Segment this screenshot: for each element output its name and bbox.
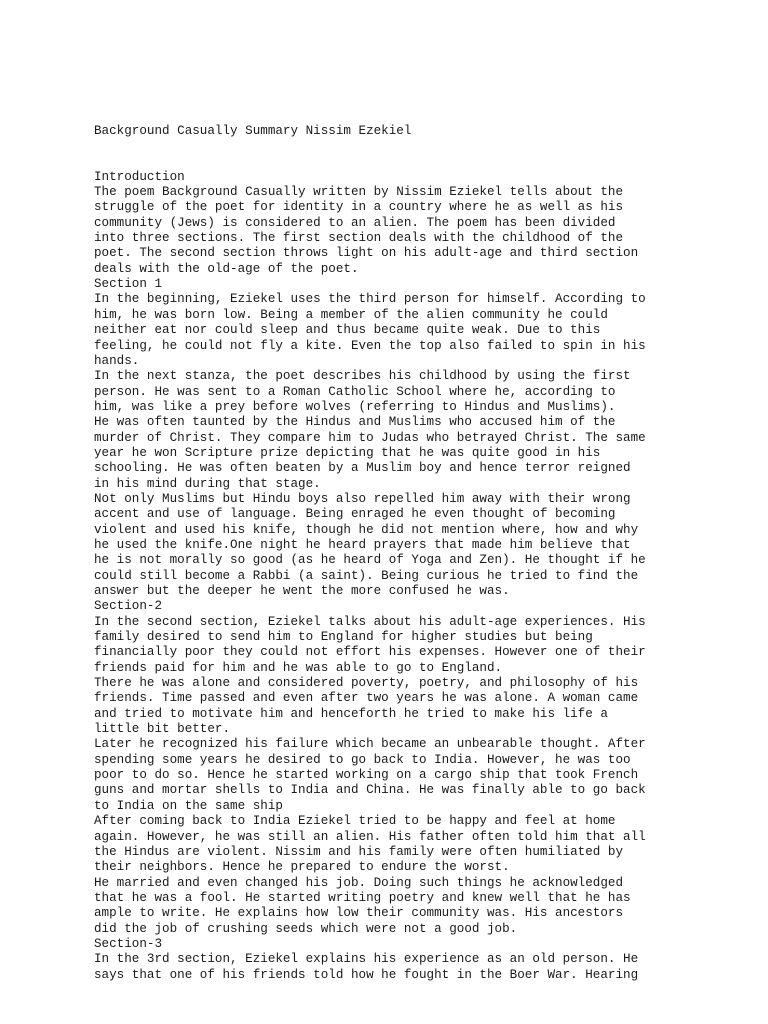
text-line: did the job of crushing seeds which were not a good job. — [94, 921, 518, 936]
text-line: The poem Background Casually written by Nissim Eziekel tells about the — [94, 185, 624, 200]
text-line: the Hindus are violent. Nissim and his family were often humiliated by — [94, 844, 624, 859]
document-title: Background Casually Summary Nissim Ezekiel — [94, 123, 412, 138]
text-line: could still become a Rabbi (a saint). Being curious he tried to find the — [94, 568, 639, 583]
text-line: guns and mortar shells to India and China. He was finally able to go back — [94, 783, 646, 798]
text-line: in his mind during that stage. — [94, 476, 321, 491]
text-line: that he was a fool. He started writing poetry and knew well that he has — [94, 890, 631, 905]
text-line: In the second section, Eziekel talks about his adult-age experiences. His — [94, 614, 646, 629]
text-line: violent and used his knife, though he did not mention where, how and why — [94, 522, 639, 537]
text-line: little bit better. — [94, 722, 231, 737]
text-line: into three sections. The first section deals with the childhood of the — [94, 231, 624, 246]
document-page — [94, 93, 684, 998]
text-line: financially poor they could not effort his expenses. However one of their — [94, 645, 646, 660]
text-line: again. However, he was still an alien. His father often told him that all — [94, 829, 646, 844]
text-line: murder of Christ. They compare him to Judas who betrayed Christ. The same — [94, 430, 646, 445]
text-line: schooling. He was often beaten by a Muslim boy and hence terror reigned — [94, 461, 631, 476]
text-line: person. He was sent to a Roman Catholic School where he, according to — [94, 384, 616, 399]
text-line: him, was like a prey before wolves (referring to Hindus and Muslims). — [94, 399, 616, 414]
text-line: struggle of the poet for identity in a country where he as well as his — [94, 200, 624, 215]
text-line: Section-3 — [94, 936, 163, 951]
text-line: There he was alone and considered poverty, poetry, and philosophy of his — [94, 676, 639, 691]
text-line: In the 3rd section, Eziekel explains his experience as an old person. He — [94, 952, 639, 967]
text-line: In the beginning, Eziekel uses the third person for himself. According to — [94, 292, 646, 307]
text-line: says that one of his friends told how he fought in the Boer War. Hearing — [94, 967, 639, 982]
text-line: him, he was born low. Being a member of the alien community he could — [94, 307, 608, 322]
text-line: he is not morally so good (as he heard of Yoga and Zen). He thought if he — [94, 553, 646, 568]
text-line: feeling, he could not fly a kite. Even the top also failed to spin in his — [94, 338, 646, 353]
text-line: accent and use of language. Being enraged he even thought of becoming — [94, 507, 616, 522]
text-line: friends paid for him and he was able to go to England. — [94, 660, 503, 675]
text-line: In the next stanza, the poet describes his childhood by using the first — [94, 369, 631, 384]
text-line: After coming back to India Eziekel tried to be happy and feel at home — [94, 814, 616, 829]
text-line: answer but the deeper he went the more confused he was. — [94, 584, 510, 598]
text-line: ample to write. He explains how low their community was. His ancestors — [94, 906, 624, 921]
text-line: neither eat nor could sleep and thus became quite weak. Due to this — [94, 323, 601, 338]
text-line: friends. Time passed and even after two years he was alone. A woman came — [94, 691, 639, 706]
text-line: hands. — [94, 353, 140, 368]
text-line: Section-2 — [94, 599, 163, 614]
text-line: he used the knife.One night he heard prayers that made him believe that — [94, 537, 631, 552]
text-line: spending some years he desired to go back to India. However, he was too — [94, 752, 631, 767]
text-line: family desired to send him to England for higher studies but being — [94, 630, 593, 645]
text-line: year he won Scripture prize depicting that he was quite good in his — [94, 445, 601, 460]
text-line: Later he recognized his failure which became an unbearable thought. After — [94, 737, 646, 752]
text-line: Introduction — [94, 169, 185, 184]
text-line: Section 1 — [94, 277, 163, 292]
text-line: He married and even changed his job. Doing such things he acknowledged — [94, 875, 624, 890]
text-line: their neighbors. Hence he prepared to endure the worst. — [94, 860, 510, 875]
text-line: deals with the old-age of the poet. — [94, 261, 359, 276]
text-line: poor to do so. Hence he started working on a cargo ship that took French — [94, 768, 639, 783]
text-line: poet. The second section throws light on his adult-age and third section — [94, 246, 639, 261]
document-body — [94, 170, 684, 983]
text-line: Not only Muslims but Hindu boys also repelled him away with their wrong — [94, 491, 631, 506]
text-line: community (Jews) is considered to an alien. The poem has been divided — [94, 215, 616, 230]
text-line: He was often taunted by the Hindus and Muslims who accused him of the — [94, 415, 616, 430]
text-line: and tried to motivate him and henceforth he tried to make his life a — [94, 706, 608, 721]
text-line: to India on the same ship — [94, 798, 283, 813]
